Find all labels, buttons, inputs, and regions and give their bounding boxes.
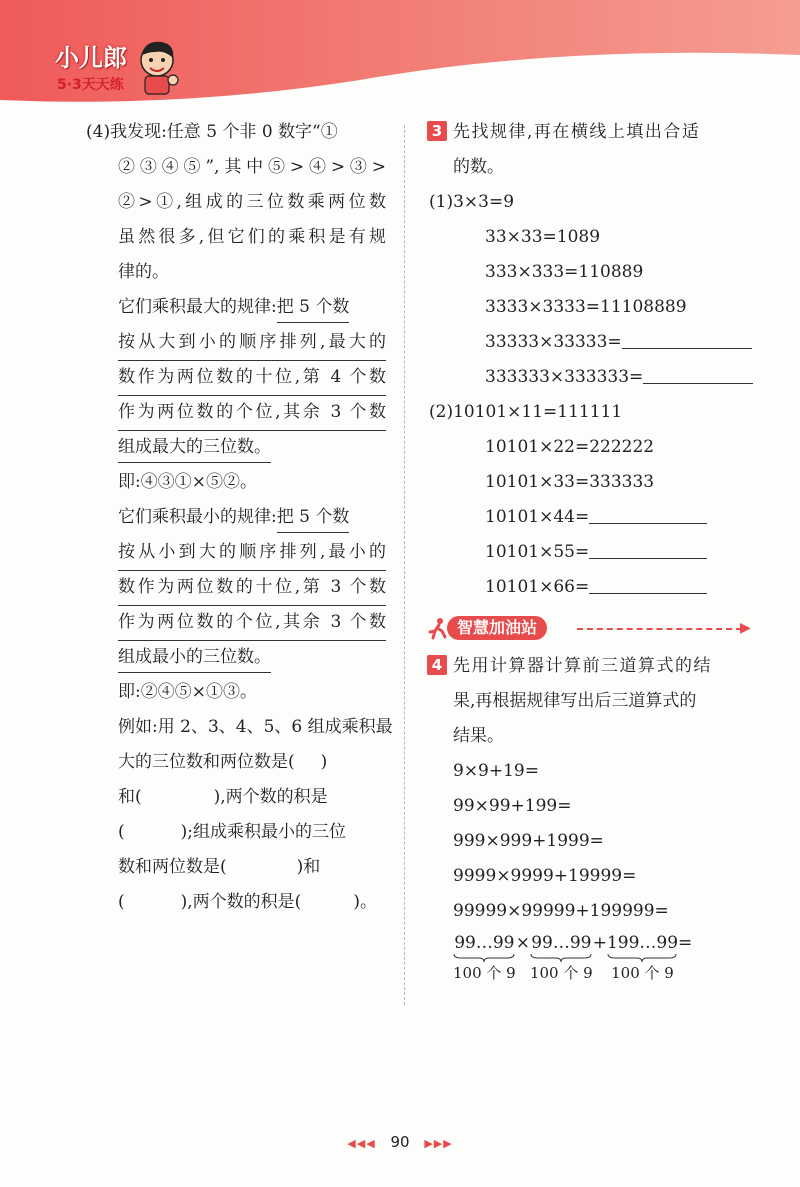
q3-part1-line: 333×333=110889	[485, 262, 644, 282]
left-column	[86, 115, 393, 920]
min-rule-answer: 作为两位数的个位,其余 3 个数	[118, 605, 386, 641]
question-3-title-cont: 的数。	[453, 157, 504, 177]
text-line: ②③④⑤”,其中⑤>④>③>	[118, 157, 386, 177]
q4-equation: 9×9+19=	[453, 761, 539, 781]
q4-equation: 99×99+199=	[453, 796, 572, 816]
question-number: 4	[427, 655, 447, 675]
q4-last-equation: 99…99 100 个 9 × 99…99 100 个 9 + 199…99 100 个 9 =	[453, 933, 693, 982]
max-rule-answer: 组成最大的三位数。	[118, 432, 271, 463]
q3-part1-line: (1)3×3=9	[429, 192, 515, 212]
q3-part1-line: 33333×33333=	[427, 325, 757, 360]
underbrace	[453, 953, 515, 963]
page-number: 90	[390, 1133, 410, 1151]
column-divider	[404, 125, 405, 1005]
question-4-title-cont: 果,再根据规律写出后三道算式的	[453, 691, 697, 711]
min-rule-answer: 把 5 个数	[277, 502, 350, 533]
q4-equation: 99999×99999+199999=	[453, 901, 669, 921]
min-rule-line	[86, 500, 386, 535]
text-line: ②>①,组成的三位数乘两位数	[118, 192, 386, 212]
right-column	[427, 115, 757, 605]
q3-part1-line: 333333×333333=	[427, 360, 757, 395]
question-4-title-cont: 结果。	[453, 726, 504, 746]
logo: 小儿郎	[55, 44, 127, 72]
max-rule-answer: 作为两位数的个位,其余 3 个数	[118, 395, 386, 431]
min-rule-label: 它们乘积最小的规律:	[118, 507, 277, 527]
logo-subtitle: 5·3天天练	[57, 77, 124, 93]
q3-part2-line: 10101×33=333333	[485, 472, 655, 492]
max-rule-answer: 把 5 个数	[277, 292, 350, 323]
question-number: 3	[427, 121, 447, 141]
example-line: 大的三位数和两位数是( )	[118, 752, 328, 772]
example-line: ( );组成乘积最小的三位	[118, 822, 347, 842]
q3-part1-line: 3333×3333=11108889	[485, 297, 687, 317]
max-rule-label: 它们乘积最大的规律:	[118, 297, 277, 317]
runner-icon	[427, 616, 449, 640]
arrows-right-icon: ▶▶▶	[424, 1137, 453, 1150]
mascot-icon	[135, 38, 180, 98]
page-footer	[0, 1133, 800, 1151]
arrows-left-icon: ◀◀◀	[347, 1137, 376, 1150]
max-rule-answer: 数作为两位数的十位,第 4 个数	[118, 360, 386, 396]
answer-blank[interactable]	[589, 575, 707, 594]
brace-term: 99…99 100 个 9	[453, 933, 516, 982]
example-line: 数和两位数是( )和	[118, 857, 321, 877]
tip-banner	[427, 614, 757, 644]
max-rule-answer: 按从大到小的顺序排列,最大的	[118, 325, 386, 361]
text-line: 律的。	[118, 262, 169, 282]
text-line: (4)我发现:任意 5 个非 0 数字“①	[86, 122, 338, 142]
q3-part2-line: (2)10101×11=111111	[429, 402, 623, 422]
example-line: 例如:用 2、3、4、5、6 组成乘积最	[118, 717, 393, 737]
min-rule-answer: 数作为两位数的十位,第 3 个数	[118, 570, 386, 606]
q3-part2-line: 10101×44=	[427, 500, 757, 535]
answer-blank[interactable]	[589, 505, 707, 524]
arrow-right-icon: ▶	[740, 620, 751, 636]
example-line: 和( ),两个数的积是	[118, 787, 328, 807]
q3-part2-line: 10101×22=222222	[485, 437, 655, 457]
question-3-title: 3 先找规律,再在横线上填出合适	[427, 115, 757, 150]
q3-part1-line: 33×33=1089	[485, 227, 601, 247]
brace-term: 99…99 100 个 9	[529, 933, 593, 982]
question-4	[427, 649, 757, 993]
answer-blank[interactable]	[589, 540, 707, 559]
q4-equation: 999×999+1999=	[453, 831, 604, 851]
answer-blank[interactable]	[622, 330, 752, 349]
min-rule-answer: 组成最小的三位数。	[118, 642, 271, 673]
q3-part2-line: 10101×66=	[427, 570, 757, 605]
banner-dash	[577, 628, 742, 630]
min-rule-answer: 按从小到大的顺序排列,最小的	[118, 535, 386, 571]
underbrace	[530, 953, 592, 963]
max-example: 即:④③①×⑤②。	[118, 472, 257, 492]
tip-banner-label: 智慧加油站	[447, 616, 547, 640]
q3-part2-line: 10101×55=	[427, 535, 757, 570]
answer-blank[interactable]	[643, 365, 753, 384]
underbrace	[607, 953, 677, 963]
example-line: ( ),两个数的积是( )。	[118, 892, 377, 912]
brace-term: 199…99 100 个 9	[606, 933, 679, 982]
text-line: 虽然很多,但它们的乘积是有规	[118, 227, 386, 247]
max-rule-line	[86, 290, 386, 325]
min-example: 即:②④⑤×①③。	[118, 682, 257, 702]
question-4-title: 4 先用计算器计算前三道算式的结	[427, 649, 757, 684]
q4-equation: 9999×9999+19999=	[453, 866, 637, 886]
